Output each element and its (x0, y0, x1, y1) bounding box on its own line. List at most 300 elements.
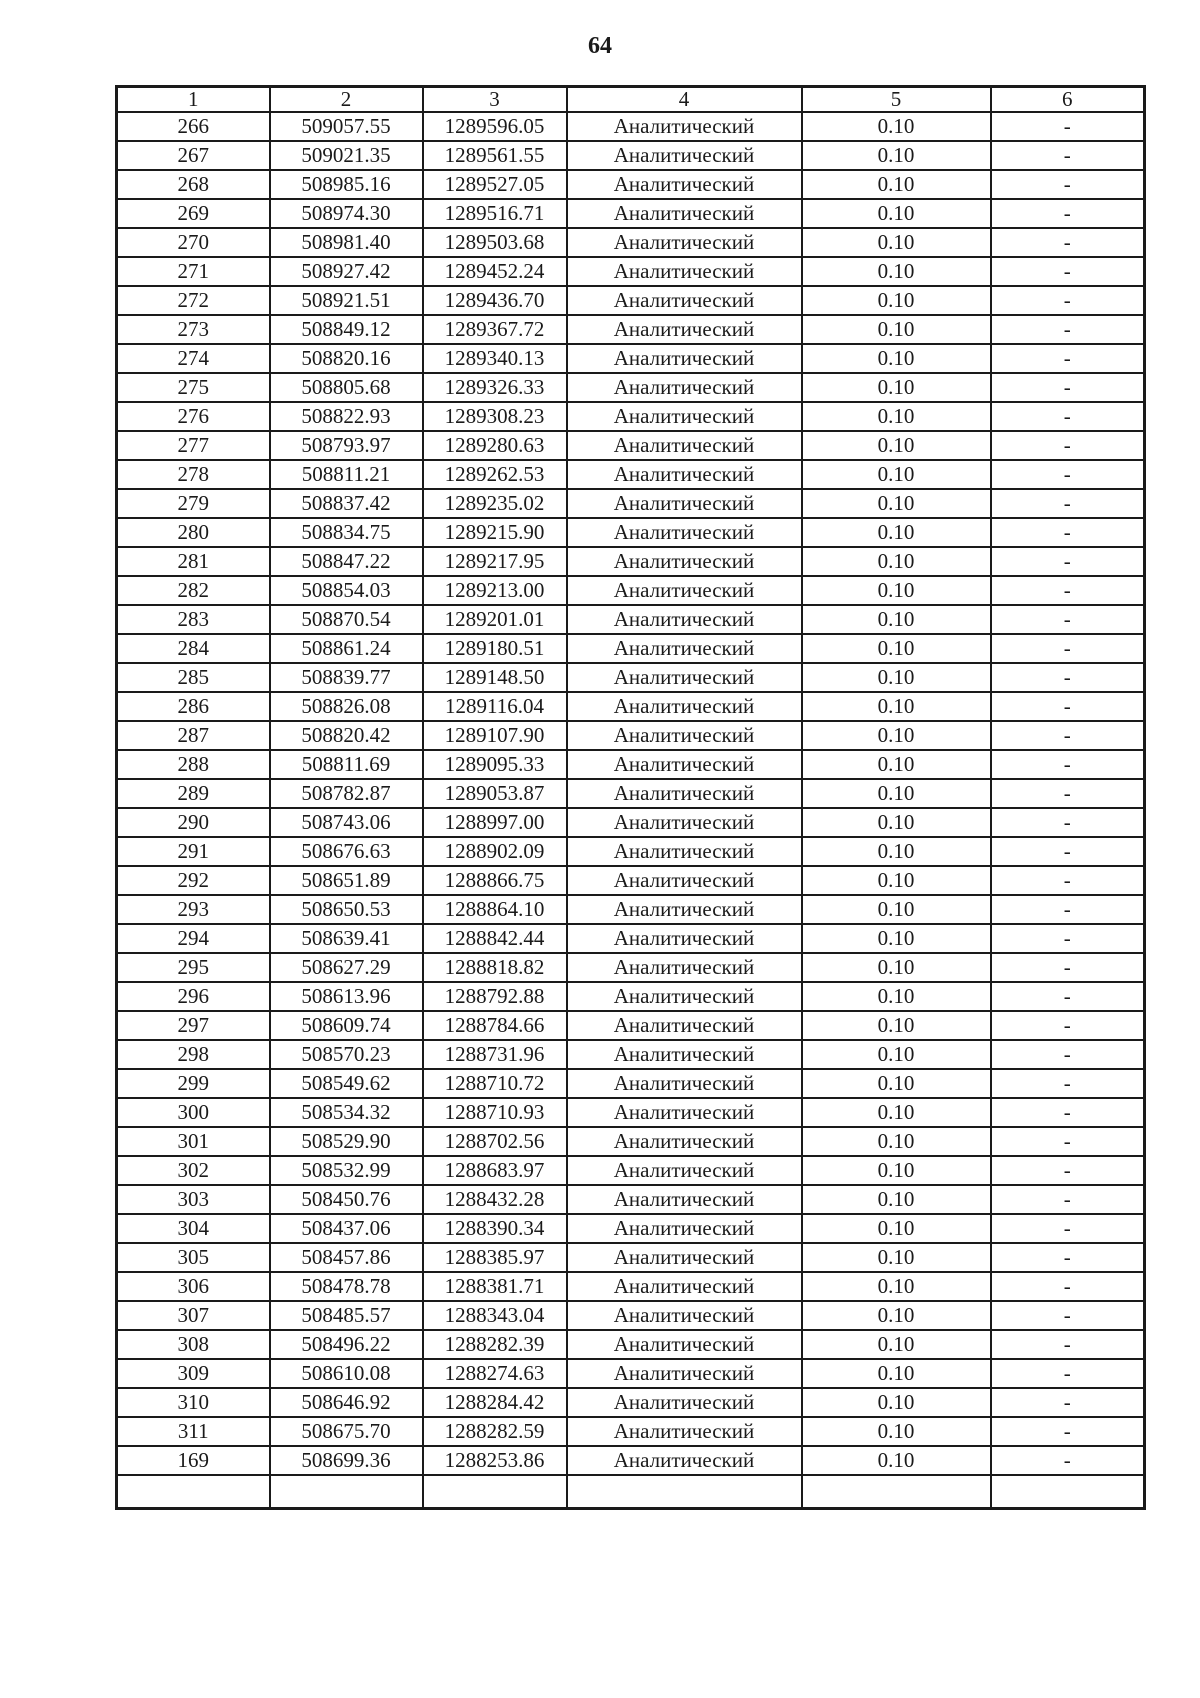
cell-point-number: 308 (117, 1330, 270, 1359)
cell-y-coordinate: 1288784.66 (423, 1011, 567, 1040)
cell-method: Аналитический (567, 1214, 802, 1243)
cell-note: - (991, 605, 1145, 634)
cell-y-coordinate: 1288710.93 (423, 1098, 567, 1127)
cell-point-number: 296 (117, 982, 270, 1011)
cell-x-coordinate: 508782.87 (270, 779, 423, 808)
cell-method: Аналитический (567, 837, 802, 866)
cell-x-coordinate: 508534.32 (270, 1098, 423, 1127)
cell-y-coordinate: 1288864.10 (423, 895, 567, 924)
cell-y-coordinate: 1289148.50 (423, 663, 567, 692)
cell-x-coordinate: 509057.55 (270, 112, 423, 141)
cell-accuracy: 0.10 (802, 1214, 991, 1243)
cell-y-coordinate: 1289436.70 (423, 286, 567, 315)
cell-note: - (991, 1214, 1145, 1243)
cell-accuracy: 0.10 (802, 1185, 991, 1214)
cell-point-number: 279 (117, 489, 270, 518)
cell-point-number: 266 (117, 112, 270, 141)
cell-note: - (991, 1069, 1145, 1098)
cell-x-coordinate: 508450.76 (270, 1185, 423, 1214)
cell-method: Аналитический (567, 1185, 802, 1214)
cell-y-coordinate: 1288902.09 (423, 837, 567, 866)
cell-point-number: 278 (117, 460, 270, 489)
cell-y-coordinate: 1289367.72 (423, 315, 567, 344)
cell-y-coordinate: 1289308.23 (423, 402, 567, 431)
table-row (117, 605, 1145, 634)
cell-note: - (991, 547, 1145, 576)
cell-note: - (991, 1011, 1145, 1040)
table-row (117, 373, 1145, 402)
cell-accuracy: 0.10 (802, 373, 991, 402)
cell-x-coordinate: 508849.12 (270, 315, 423, 344)
cell-method: Аналитический (567, 112, 802, 141)
cell-accuracy: 0.10 (802, 1127, 991, 1156)
cell-y-coordinate: 1288343.04 (423, 1301, 567, 1330)
cell-accuracy: 0.10 (802, 1301, 991, 1330)
table-row (117, 1011, 1145, 1040)
column-header-point-number: 1 (117, 87, 270, 113)
cell-note: - (991, 1272, 1145, 1301)
cell-accuracy: 0.10 (802, 1272, 991, 1301)
cell-point-number: 269 (117, 199, 270, 228)
cell-x-coordinate: 509021.35 (270, 141, 423, 170)
cell-point-number: 275 (117, 373, 270, 402)
table-row (117, 808, 1145, 837)
cell-y-coordinate: 1288731.96 (423, 1040, 567, 1069)
cell-method: Аналитический (567, 199, 802, 228)
cell-accuracy: 0.10 (802, 1011, 991, 1040)
column-header-y-coordinate: 3 (423, 87, 567, 113)
cell-method: Аналитический (567, 431, 802, 460)
table-row (117, 576, 1145, 605)
cell-point-number: 310 (117, 1388, 270, 1417)
cell-y-coordinate: 1289107.90 (423, 721, 567, 750)
cell-y-coordinate: 1288792.88 (423, 982, 567, 1011)
cell-point-number: 301 (117, 1127, 270, 1156)
table-row (117, 1446, 1145, 1475)
cell-x-coordinate: 508651.89 (270, 866, 423, 895)
cell-method: Аналитический (567, 286, 802, 315)
cell-point-number: 272 (117, 286, 270, 315)
table-row (117, 402, 1145, 431)
cell-accuracy: 0.10 (802, 1040, 991, 1069)
cell-accuracy: 0.10 (802, 750, 991, 779)
cell-method: Аналитический (567, 982, 802, 1011)
cell-point-number: 169 (117, 1446, 270, 1475)
cell-point-number: 292 (117, 866, 270, 895)
cell-y-coordinate: 1289053.87 (423, 779, 567, 808)
table-row (117, 1243, 1145, 1272)
table-row (117, 924, 1145, 953)
cell-y-coordinate: 1289561.55 (423, 141, 567, 170)
cell-method: Аналитический (567, 1330, 802, 1359)
cell-method: Аналитический (567, 1011, 802, 1040)
table-row (117, 199, 1145, 228)
cell-point-number: 276 (117, 402, 270, 431)
cell-point-number: 267 (117, 141, 270, 170)
cell-accuracy: 0.10 (802, 170, 991, 199)
cell-note (991, 1475, 1145, 1509)
cell-point-number: 293 (117, 895, 270, 924)
cell-method: Аналитический (567, 1243, 802, 1272)
cell-note: - (991, 199, 1145, 228)
cell-x-coordinate: 508793.97 (270, 431, 423, 460)
cell-accuracy: 0.10 (802, 663, 991, 692)
cell-method: Аналитический (567, 1301, 802, 1330)
cell-point-number: 287 (117, 721, 270, 750)
cell-x-coordinate: 508921.51 (270, 286, 423, 315)
cell-x-coordinate (270, 1475, 423, 1509)
cell-point-number: 270 (117, 228, 270, 257)
cell-y-coordinate: 1288842.44 (423, 924, 567, 953)
cell-point-number: 307 (117, 1301, 270, 1330)
cell-note: - (991, 866, 1145, 895)
cell-accuracy: 0.10 (802, 460, 991, 489)
cell-point-number: 273 (117, 315, 270, 344)
table-row (117, 1185, 1145, 1214)
cell-y-coordinate: 1289340.13 (423, 344, 567, 373)
cell-method: Аналитический (567, 605, 802, 634)
cell-method: Аналитический (567, 489, 802, 518)
cell-y-coordinate: 1288702.56 (423, 1127, 567, 1156)
cell-point-number: 295 (117, 953, 270, 982)
cell-x-coordinate: 508699.36 (270, 1446, 423, 1475)
cell-accuracy: 0.10 (802, 808, 991, 837)
table-row (117, 344, 1145, 373)
cell-x-coordinate: 508549.62 (270, 1069, 423, 1098)
cell-accuracy: 0.10 (802, 1359, 991, 1388)
cell-x-coordinate: 508675.70 (270, 1417, 423, 1446)
cell-method: Аналитический (567, 344, 802, 373)
cell-y-coordinate: 1289116.04 (423, 692, 567, 721)
table-row (117, 692, 1145, 721)
cell-accuracy: 0.10 (802, 1243, 991, 1272)
cell-y-coordinate: 1288390.34 (423, 1214, 567, 1243)
cell-note: - (991, 1359, 1145, 1388)
cell-note: - (991, 1301, 1145, 1330)
cell-x-coordinate: 508826.08 (270, 692, 423, 721)
cell-x-coordinate: 508532.99 (270, 1156, 423, 1185)
cell-accuracy: 0.10 (802, 866, 991, 895)
cell-note: - (991, 112, 1145, 141)
cell-x-coordinate: 508820.16 (270, 344, 423, 373)
cell-method: Аналитический (567, 170, 802, 199)
table-row (117, 1359, 1145, 1388)
cell-x-coordinate: 508847.22 (270, 547, 423, 576)
cell-x-coordinate: 508570.23 (270, 1040, 423, 1069)
cell-accuracy: 0.10 (802, 982, 991, 1011)
cell-method: Аналитический (567, 779, 802, 808)
cell-point-number: 290 (117, 808, 270, 837)
cell-x-coordinate: 508478.78 (270, 1272, 423, 1301)
table-row (117, 1069, 1145, 1098)
cell-note: - (991, 373, 1145, 402)
table-row (117, 750, 1145, 779)
table-row (117, 431, 1145, 460)
cell-point-number: 281 (117, 547, 270, 576)
cell-y-coordinate: 1289596.05 (423, 112, 567, 141)
cell-x-coordinate: 508743.06 (270, 808, 423, 837)
cell-point-number: 294 (117, 924, 270, 953)
cell-x-coordinate: 508529.90 (270, 1127, 423, 1156)
cell-x-coordinate: 508854.03 (270, 576, 423, 605)
cell-note: - (991, 1417, 1145, 1446)
table-row (117, 1388, 1145, 1417)
cell-y-coordinate: 1288282.59 (423, 1417, 567, 1446)
cell-note: - (991, 141, 1145, 170)
cell-method: Аналитический (567, 402, 802, 431)
table-row (117, 170, 1145, 199)
cell-method: Аналитический (567, 1098, 802, 1127)
cell-note: - (991, 721, 1145, 750)
cell-y-coordinate: 1288385.97 (423, 1243, 567, 1272)
cell-method: Аналитический (567, 1359, 802, 1388)
cell-note: - (991, 779, 1145, 808)
cell-note: - (991, 634, 1145, 663)
cell-method: Аналитический (567, 953, 802, 982)
cell-method: Аналитический (567, 257, 802, 286)
cell-y-coordinate: 1288381.71 (423, 1272, 567, 1301)
cell-point-number: 298 (117, 1040, 270, 1069)
cell-y-coordinate: 1289516.71 (423, 199, 567, 228)
cell-accuracy: 0.10 (802, 634, 991, 663)
cell-y-coordinate: 1288997.00 (423, 808, 567, 837)
cell-method: Аналитический (567, 1040, 802, 1069)
cell-accuracy: 0.10 (802, 402, 991, 431)
cell-x-coordinate: 508610.08 (270, 1359, 423, 1388)
cell-y-coordinate: 1288710.72 (423, 1069, 567, 1098)
table-row (117, 634, 1145, 663)
cell-accuracy: 0.10 (802, 837, 991, 866)
cell-note: - (991, 895, 1145, 924)
cell-accuracy: 0.10 (802, 779, 991, 808)
table-row (117, 286, 1145, 315)
cell-y-coordinate: 1288274.63 (423, 1359, 567, 1388)
cell-note: - (991, 1446, 1145, 1475)
cell-note: - (991, 257, 1145, 286)
cell-accuracy: 0.10 (802, 1446, 991, 1475)
cell-note: - (991, 518, 1145, 547)
cell-note: - (991, 1040, 1145, 1069)
cell-method: Аналитический (567, 315, 802, 344)
cell-accuracy: 0.10 (802, 199, 991, 228)
cell-point-number: 304 (117, 1214, 270, 1243)
cell-x-coordinate: 508974.30 (270, 199, 423, 228)
cell-accuracy: 0.10 (802, 1330, 991, 1359)
column-header-method: 4 (567, 87, 802, 113)
cell-method: Аналитический (567, 634, 802, 663)
cell-point-number: 309 (117, 1359, 270, 1388)
cell-x-coordinate: 508609.74 (270, 1011, 423, 1040)
cell-point-number: 289 (117, 779, 270, 808)
table-row (117, 779, 1145, 808)
table-row (117, 1272, 1145, 1301)
cell-method: Аналитический (567, 518, 802, 547)
cell-method: Аналитический (567, 1446, 802, 1475)
column-header-x-coordinate: 2 (270, 87, 423, 113)
cell-note: - (991, 431, 1145, 460)
cell-method: Аналитический (567, 750, 802, 779)
cell-y-coordinate: 1288818.82 (423, 953, 567, 982)
cell-accuracy: 0.10 (802, 1417, 991, 1446)
cell-note: - (991, 1185, 1145, 1214)
cell-note: - (991, 1388, 1145, 1417)
table-header-row (117, 87, 1145, 113)
cell-method: Аналитический (567, 1127, 802, 1156)
cell-accuracy: 0.10 (802, 257, 991, 286)
cell-note: - (991, 808, 1145, 837)
cell-x-coordinate: 508650.53 (270, 895, 423, 924)
cell-note: - (991, 1127, 1145, 1156)
table-row (117, 1330, 1145, 1359)
cell-point-number: 282 (117, 576, 270, 605)
cell-point-number: 284 (117, 634, 270, 663)
cell-point-number: 299 (117, 1069, 270, 1098)
table-row (117, 982, 1145, 1011)
cell-x-coordinate: 508822.93 (270, 402, 423, 431)
cell-note: - (991, 460, 1145, 489)
cell-accuracy: 0.10 (802, 431, 991, 460)
table-row (117, 1417, 1145, 1446)
cell-x-coordinate: 508870.54 (270, 605, 423, 634)
cell-x-coordinate: 508839.77 (270, 663, 423, 692)
cell-point-number: 283 (117, 605, 270, 634)
cell-x-coordinate: 508437.06 (270, 1214, 423, 1243)
cell-accuracy: 0.10 (802, 1156, 991, 1185)
cell-y-coordinate: 1288432.28 (423, 1185, 567, 1214)
cell-y-coordinate: 1289235.02 (423, 489, 567, 518)
cell-x-coordinate: 508834.75 (270, 518, 423, 547)
cell-note: - (991, 924, 1145, 953)
cell-accuracy: 0.10 (802, 112, 991, 141)
cell-x-coordinate: 508985.16 (270, 170, 423, 199)
table-row (117, 837, 1145, 866)
cell-point-number: 286 (117, 692, 270, 721)
cell-method: Аналитический (567, 663, 802, 692)
cell-x-coordinate: 508981.40 (270, 228, 423, 257)
table-row (117, 228, 1145, 257)
cell-x-coordinate: 508646.92 (270, 1388, 423, 1417)
cell-method: Аналитический (567, 460, 802, 489)
coordinates-table (115, 85, 1146, 1510)
cell-point-number: 300 (117, 1098, 270, 1127)
cell-y-coordinate: 1288284.42 (423, 1388, 567, 1417)
cell-x-coordinate: 508627.29 (270, 953, 423, 982)
table-row (117, 315, 1145, 344)
cell-x-coordinate: 508613.96 (270, 982, 423, 1011)
cell-method: Аналитический (567, 866, 802, 895)
cell-y-coordinate: 1289262.53 (423, 460, 567, 489)
cell-accuracy: 0.10 (802, 344, 991, 373)
table-row (117, 141, 1145, 170)
column-header-note: 6 (991, 87, 1145, 113)
cell-accuracy: 0.10 (802, 692, 991, 721)
cell-y-coordinate: 1289452.24 (423, 257, 567, 286)
cell-method: Аналитический (567, 924, 802, 953)
cell-x-coordinate: 508805.68 (270, 373, 423, 402)
cell-method: Аналитический (567, 1069, 802, 1098)
cell-point-number: 288 (117, 750, 270, 779)
cell-y-coordinate: 1288282.39 (423, 1330, 567, 1359)
cell-note: - (991, 1330, 1145, 1359)
cell-accuracy: 0.10 (802, 721, 991, 750)
cell-method: Аналитический (567, 895, 802, 924)
cell-accuracy: 0.10 (802, 1098, 991, 1127)
cell-y-coordinate: 1289280.63 (423, 431, 567, 460)
cell-method: Аналитический (567, 1388, 802, 1417)
cell-note: - (991, 489, 1145, 518)
cell-point-number: 268 (117, 170, 270, 199)
cell-x-coordinate: 508820.42 (270, 721, 423, 750)
cell-y-coordinate: 1288253.86 (423, 1446, 567, 1475)
cell-accuracy: 0.10 (802, 953, 991, 982)
cell-point-number: 271 (117, 257, 270, 286)
page-number: 64 (588, 33, 612, 59)
table-row (117, 257, 1145, 286)
cell-accuracy: 0.10 (802, 315, 991, 344)
cell-note: - (991, 1243, 1145, 1272)
table-row (117, 547, 1145, 576)
table-row (117, 663, 1145, 692)
cell-method (567, 1475, 802, 1509)
cell-method: Аналитический (567, 141, 802, 170)
cell-x-coordinate: 508485.57 (270, 1301, 423, 1330)
cell-y-coordinate: 1288866.75 (423, 866, 567, 895)
cell-x-coordinate: 508861.24 (270, 634, 423, 663)
cell-x-coordinate: 508639.41 (270, 924, 423, 953)
cell-y-coordinate (423, 1475, 567, 1509)
cell-y-coordinate: 1289326.33 (423, 373, 567, 402)
cell-point-number: 285 (117, 663, 270, 692)
table-row (117, 518, 1145, 547)
cell-accuracy: 0.10 (802, 141, 991, 170)
cell-accuracy: 0.10 (802, 1069, 991, 1098)
cell-note: - (991, 576, 1145, 605)
cell-point-number: 306 (117, 1272, 270, 1301)
cell-x-coordinate: 508457.86 (270, 1243, 423, 1272)
table-row (117, 1301, 1145, 1330)
cell-y-coordinate: 1289213.00 (423, 576, 567, 605)
cell-y-coordinate: 1288683.97 (423, 1156, 567, 1185)
cell-y-coordinate: 1289201.01 (423, 605, 567, 634)
cell-note: - (991, 837, 1145, 866)
cell-accuracy: 0.10 (802, 489, 991, 518)
cell-point-number: 274 (117, 344, 270, 373)
cell-y-coordinate: 1289527.05 (423, 170, 567, 199)
cell-note: - (991, 663, 1145, 692)
cell-accuracy: 0.10 (802, 547, 991, 576)
cell-point-number: 277 (117, 431, 270, 460)
table-row (117, 1156, 1145, 1185)
cell-x-coordinate: 508811.21 (270, 460, 423, 489)
cell-point-number: 291 (117, 837, 270, 866)
cell-note: - (991, 750, 1145, 779)
cell-accuracy: 0.10 (802, 228, 991, 257)
cell-method: Аналитический (567, 373, 802, 402)
cell-note: - (991, 692, 1145, 721)
cell-note: - (991, 402, 1145, 431)
table-row (117, 112, 1145, 141)
table-row (117, 953, 1145, 982)
cell-note: - (991, 228, 1145, 257)
cell-note: - (991, 286, 1145, 315)
cell-accuracy: 0.10 (802, 286, 991, 315)
cell-point-number: 305 (117, 1243, 270, 1272)
cell-x-coordinate: 508811.69 (270, 750, 423, 779)
cell-point-number: 280 (117, 518, 270, 547)
cell-y-coordinate: 1289503.68 (423, 228, 567, 257)
cell-method: Аналитический (567, 721, 802, 750)
cell-accuracy: 0.10 (802, 576, 991, 605)
